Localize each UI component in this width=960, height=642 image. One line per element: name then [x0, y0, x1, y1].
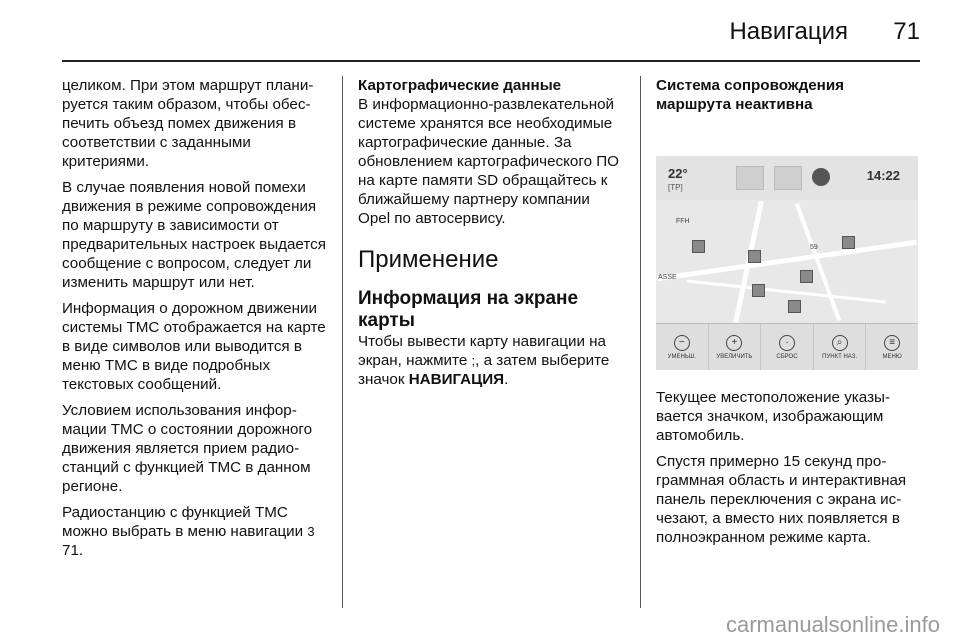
home-button-icon: ;: [471, 353, 476, 368]
paragraph-5: [62, 503, 330, 560]
reset-icon: ·: [779, 335, 795, 351]
poi-icon[interactable]: [842, 236, 855, 249]
paragraph-3: Информация о дорожном движении системы TMC отображается на карте в виде символов или выводится в меню TMC в виде подробных текстовых сообщений.: [62, 300, 326, 393]
paragraph-5-text: Радиостанцию с функцией TMC можно выбрать в меню навигации: [62, 504, 304, 540]
paragraph-usage-end: .: [504, 371, 509, 388]
screen-status-bar: [656, 156, 918, 200]
poi-icon[interactable]: [752, 284, 765, 297]
paragraph-map-data: В информационно-развлекательной системе хранятся все необходимые картографические данные. За обновлением картографического ПО на карте памяти SD обращайтесь к ближайшему партнеру компании Opel по автосервису.: [358, 96, 619, 227]
page-number: 71: [893, 18, 920, 45]
destination-button[interactable]: [814, 324, 867, 370]
info-icon: [812, 168, 830, 186]
paragraph-fullscreen: Спустя примерно 15 секунд программная область и интерактивная панель переключения с экрана исчезают, а вместо них появляется в полноэкранном режиме карта.: [656, 453, 907, 546]
section-heading-map-data: Картографические данные: [358, 77, 562, 94]
paragraph-usage: [358, 332, 624, 389]
page-ref-link[interactable]: 71.: [62, 542, 84, 559]
road-number-label: 59: [810, 244, 818, 251]
paragraph-4: Условием использования информации TMC о состоянии дорожного движения является прием радиостанций с функцией TMC в данном регионе.: [62, 402, 313, 495]
poi-icon[interactable]: [692, 240, 705, 253]
vehicle-position-icon: [788, 300, 801, 313]
tp-indicator: [TP]: [668, 183, 683, 192]
page-title: Навигация: [729, 18, 848, 45]
zoom-in-button[interactable]: [709, 324, 762, 370]
button-label: СБРОС: [776, 353, 798, 360]
temperature-readout: 22°: [668, 166, 688, 181]
paragraph-usage-text-a: Чтобы вывести карту навигации на экран, нажмите: [358, 333, 607, 369]
minus-icon: −: [674, 335, 690, 351]
watermark: carmanualsonline.info: [725, 612, 940, 637]
button-label: ПУНКТ НАЗ.: [822, 353, 857, 360]
poi-icon[interactable]: [800, 270, 813, 283]
subsection-title-map-screen: Информация на экране карты: [358, 288, 579, 331]
page-header: [0, 0, 960, 62]
button-label: УВЕЛИЧИТЬ: [716, 353, 753, 360]
road: [686, 280, 885, 304]
paragraph-usage-text-b: , а затем выберите значок: [358, 352, 610, 388]
search-icon: ⌕: [832, 335, 848, 351]
menu-icon: ≡: [884, 335, 900, 351]
button-label: МЕНЮ: [882, 353, 902, 360]
plus-icon: +: [726, 335, 742, 351]
paragraph-2: В случае появления новой помехи движения в режиме сопровождения по маршруту в зависимости от предварительных настроек выдается сообщение с вопросом, следует ли изменить маршрут или нет.: [62, 179, 326, 291]
poi-icon[interactable]: [748, 250, 761, 263]
column-3: [656, 76, 922, 554]
zoom-out-button[interactable]: [656, 324, 709, 370]
map-label: FFH: [676, 218, 690, 225]
reset-button[interactable]: [761, 324, 814, 370]
button-label: УМЕНЬШ.: [667, 353, 696, 360]
paragraph-position: Текущее местоположение указывается значком, изображающим автомобиль.: [656, 389, 891, 444]
menu-button[interactable]: [866, 324, 918, 370]
navigation-screen-illustration: [656, 156, 918, 370]
map-view: [656, 200, 918, 324]
clock-readout: 14:22: [866, 168, 900, 183]
screen-button-bar: [656, 323, 918, 370]
nav-icon: [736, 166, 764, 190]
navigation-keyword: НАВИГАЦИЯ: [408, 371, 505, 388]
column-2: [358, 76, 624, 396]
page-ref-arrow-icon: 3: [307, 524, 315, 539]
column-divider-1: [342, 76, 343, 608]
header-rule: [62, 60, 920, 62]
phone-icon: [774, 166, 802, 190]
map-label: ASSE: [658, 274, 677, 281]
road: [795, 203, 841, 321]
section-title-usage: Применение: [358, 246, 499, 273]
column-divider-2: [640, 76, 641, 608]
paragraph-1: целиком. При этом маршрут планируется таким образом, чтобы обеспечить объезд помех движения в соответствии с заданными критериями.: [62, 77, 314, 170]
section-heading-guidance-inactive: Система сопровождения маршрута неактивна: [656, 77, 845, 113]
column-1: [62, 76, 330, 567]
